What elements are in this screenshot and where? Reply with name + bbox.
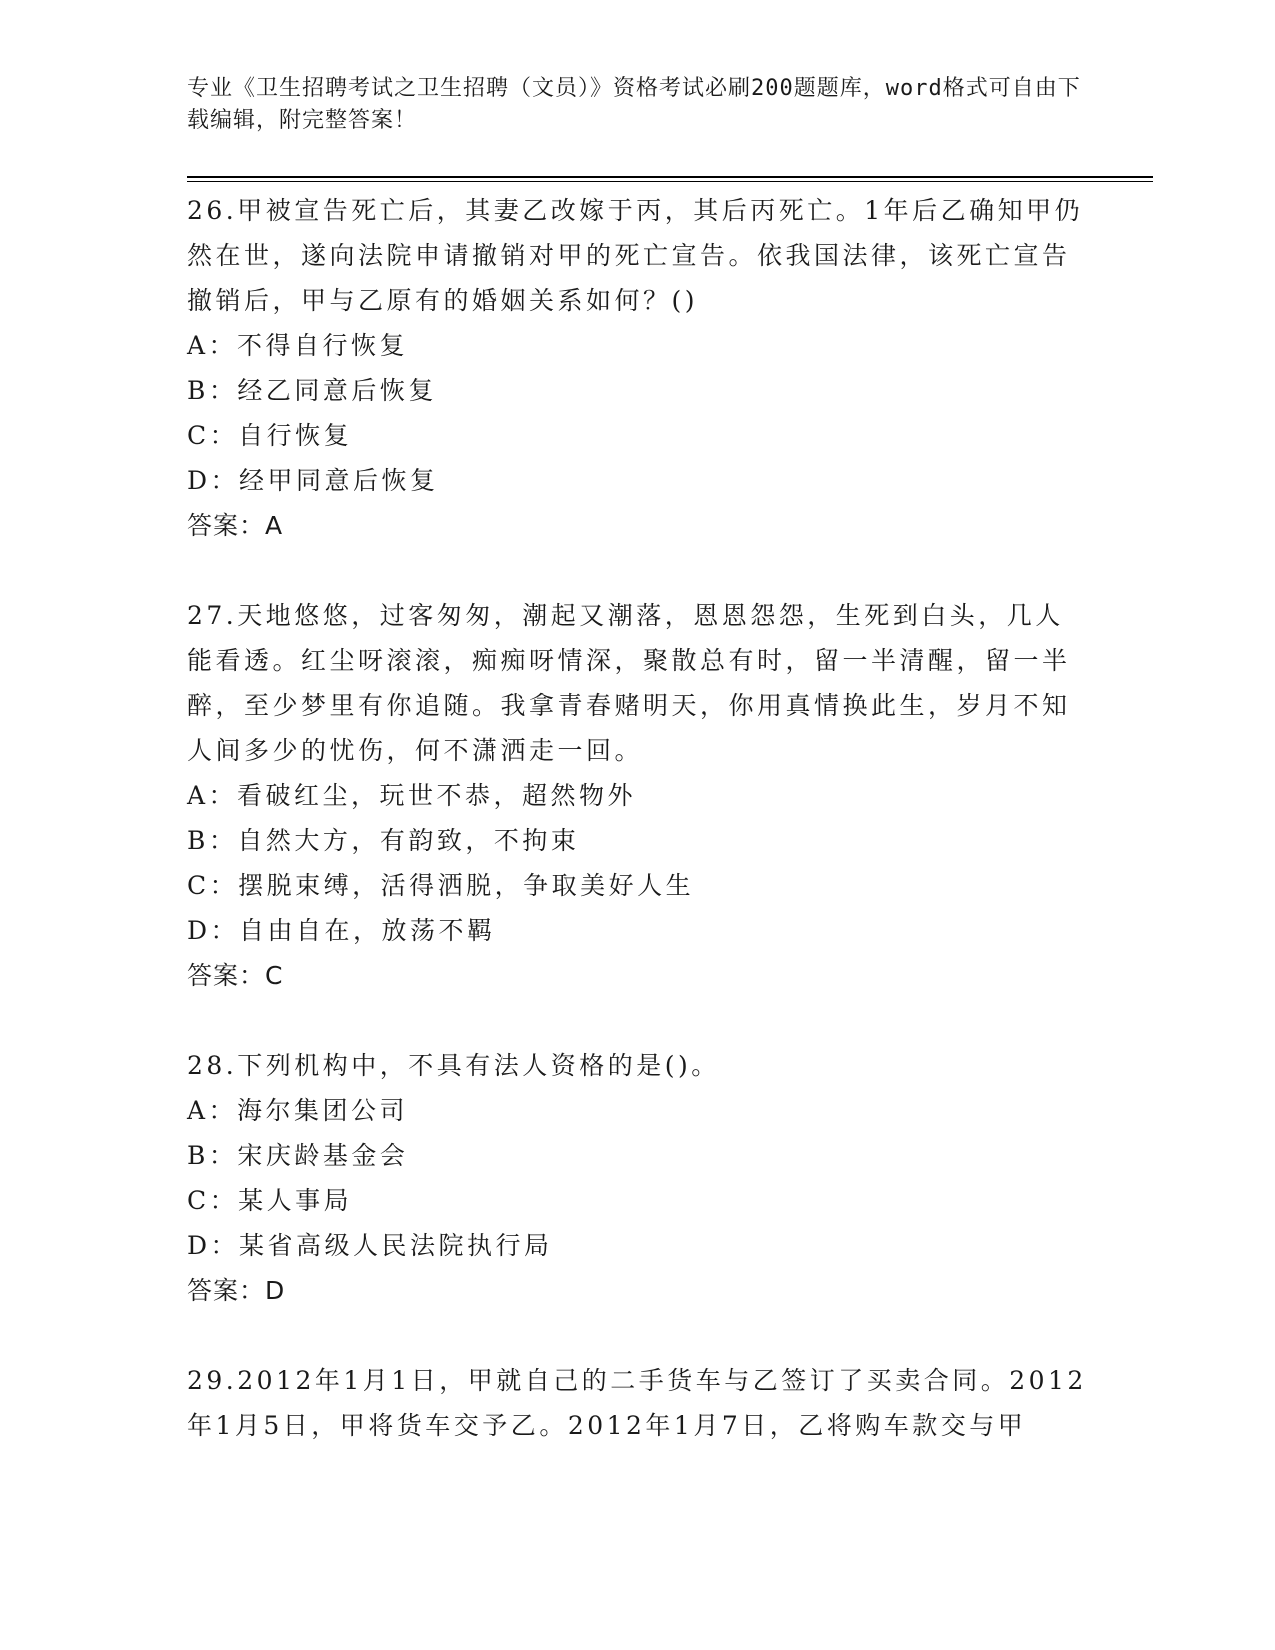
answer: 答案：C <box>187 961 284 990</box>
option-d: D：某省高级人民法院执行局 <box>187 1231 553 1260</box>
question-26 <box>187 188 1087 548</box>
question-text: 29.2012年1月1日，甲就自己的二手货车与乙签订了买卖合同。2012年1月5日，甲将货车交予乙。2012年1月7日，乙将购车款交与甲 <box>187 1366 1087 1440</box>
question-text: 28.下列机构中，不具有法人资格的是()。 <box>187 1051 720 1080</box>
header-rule-top <box>187 176 1153 178</box>
header-rule-bottom <box>187 181 1153 182</box>
option-a: A：不得自行恢复 <box>187 331 409 360</box>
question-text: 27.天地悠悠，过客匆匆，潮起又潮落，恩恩怨怨，生死到白头，几人能看透。红尘呀滚滚，痴痴呀情深，聚散总有时，留一半清醒，留一半醉，至少梦里有你追随。我拿青春赌明天，你用真情换此生，岁月不知人间多少的忧伤，何不潇洒走一回。 <box>187 601 1071 765</box>
question-28 <box>187 1043 1087 1313</box>
option-b: B：宋庆龄基金会 <box>187 1141 409 1170</box>
option-c: C：摆脱束缚，活得洒脱，争取美好人生 <box>187 871 695 900</box>
option-a: A：看破红尘，玩世不恭，超然物外 <box>187 781 637 810</box>
question-text: 26.甲被宣告死亡后，其妻乙改嫁于丙，其后丙死亡。1年后乙确知甲仍然在世，遂向法院申请撤销对甲的死亡宣告。依我国法律，该死亡宣告撤销后，甲与乙原有的婚姻关系如何？() <box>187 196 1084 315</box>
question-29 <box>187 1358 1087 1448</box>
question-27 <box>187 593 1087 998</box>
answer: 答案：A <box>187 511 284 540</box>
question-gap <box>187 998 1087 1043</box>
option-d: D：经甲同意后恢复 <box>187 466 439 495</box>
option-b: B：自然大方，有韵致，不拘束 <box>187 826 580 855</box>
option-c: C：某人事局 <box>187 1186 353 1215</box>
question-list <box>187 188 1087 1448</box>
option-d: D：自由自在，放荡不羁 <box>187 916 496 945</box>
question-gap <box>187 548 1087 593</box>
document-header: 专业《卫生招聘考试之卫生招聘（文员）》资格考试必刷200题题库，word格式可自由下载编辑，附完整答案！ <box>187 76 1081 133</box>
question-gap <box>187 1313 1087 1358</box>
option-b: B：经乙同意后恢复 <box>187 376 437 405</box>
option-c: C：自行恢复 <box>187 421 353 450</box>
option-a: A：海尔集团公司 <box>187 1096 409 1125</box>
answer: 答案：D <box>187 1276 286 1305</box>
